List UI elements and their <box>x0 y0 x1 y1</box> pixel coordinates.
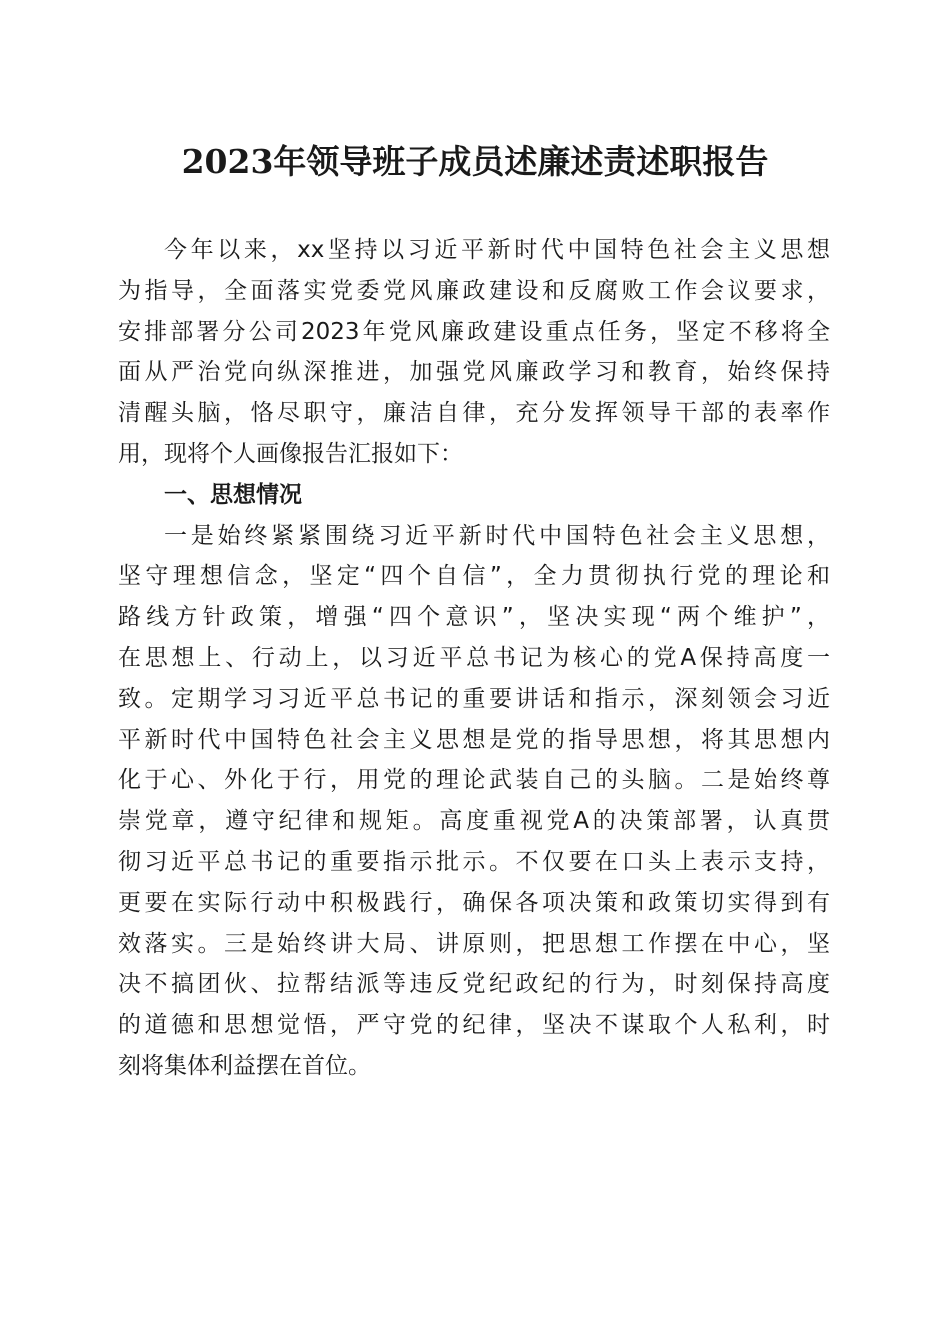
section-line: 崇党章，遵守纪律和规矩。高度重视党A的决策部署，认真贯 <box>118 808 830 835</box>
section-line: 决不搞团伙、拉帮结派等违反党纪政纪的行为，时刻保持高度 <box>118 971 830 998</box>
section-line: 的道德和思想觉悟，严守党的纪律，坚决不谋取个人私利，时 <box>118 1012 830 1039</box>
section-line: 效落实。三是始终讲大局、讲原则，把思想工作摆在中心，坚 <box>118 930 830 957</box>
intro-line: 用，现将个人画像报告汇报如下： <box>118 440 463 467</box>
section-line: 在思想上、行动上，以习近平总书记为核心的党A保持高度一 <box>118 644 830 671</box>
intro-line: 为指导，全面落实党委党风廉政建设和反腐败工作会议要求， <box>118 277 830 304</box>
section-line: 刻将集体利益摆在首位。 <box>118 1052 371 1079</box>
intro-line: 今年以来，xx坚持以习近平新时代中国特色社会主义思想 <box>164 237 830 263</box>
document-title: 2023年领导班子成员述廉述责述职报告 <box>181 142 769 181</box>
section-line: 化于心、外化于行，用党的理论武装自己的头脑。二是始终尊 <box>118 767 830 794</box>
section-line: 致。定期学习习近平总书记的重要讲话和指示，深刻领会习近 <box>118 685 830 712</box>
section-line: 更要在实际行动中积极践行，确保各项决策和政策切实得到有 <box>118 889 830 916</box>
intro-line: 安排部署分公司2023年党风廉政建设重点任务，坚定不移将全 <box>118 318 830 345</box>
intro-line: 面从严治党向纵深推进，加强党风廉政学习和教育，始终保持 <box>118 359 830 386</box>
document-body <box>118 230 830 1087</box>
section-heading: 一、思想情况 <box>164 481 302 508</box>
section-line: 路线方针政策，增强“四个意识”，坚决实现“两个维护”， <box>118 604 830 631</box>
section-line: 一是始终紧紧围绕习近平新时代中国特色社会主义思想， <box>164 522 830 549</box>
section-line: 彻习近平总书记的重要指示批示。不仅要在口头上表示支持， <box>118 848 830 875</box>
section-line: 平新时代中国特色社会主义思想是党的指导思想，将其思想内 <box>118 726 830 753</box>
section-line: 坚守理想信念，坚定“四个自信”，全力贯彻执行党的理论和 <box>118 563 830 590</box>
intro-line: 清醒头脑，恪尽职守，廉洁自律，充分发挥领导干部的表率作 <box>118 400 830 427</box>
